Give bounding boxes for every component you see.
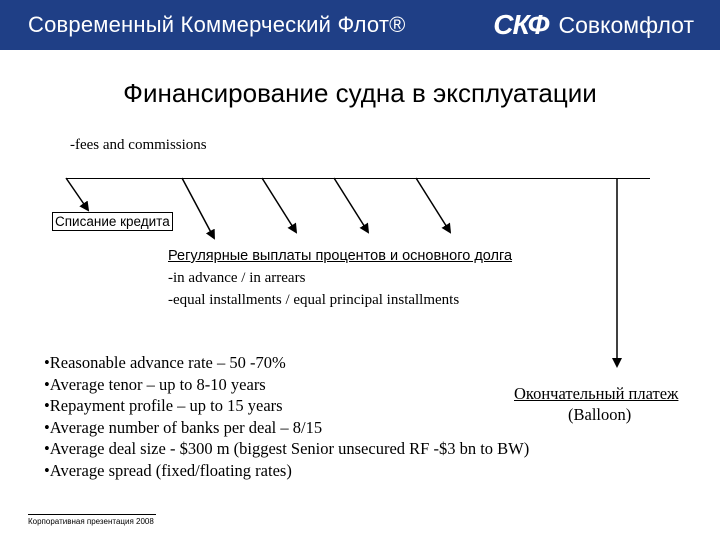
payment-timing-line: -in advance / in arrears [168, 270, 306, 286]
logo-name: Совкомфлот [558, 11, 694, 38]
slide-title: Финансирование судна в эксплуатации [123, 78, 597, 108]
bullet-list [44, 352, 529, 481]
payment-arrow-1 [182, 178, 214, 238]
balloon-label: (Balloon) [568, 405, 632, 424]
header-title: Современный Коммерческий Флот® [28, 12, 406, 37]
logo-mark: СКФ [493, 9, 549, 40]
payment-structure-line: -equal installments / equal principal installments [168, 292, 460, 308]
fees-line: -fees and commissions [70, 137, 207, 153]
bullet-item: • Average tenor – up to 8-10 years [44, 374, 529, 396]
bullet-item: • Average spread (fixed/floating rates) [44, 460, 529, 482]
payment-arrow-4 [416, 178, 450, 232]
footer-text: Корпоративная презентация 2008 [28, 517, 154, 526]
payment-arrow-3 [334, 178, 368, 232]
regular-payments-title: Регулярные выплаты процентов и основного долга [168, 248, 513, 264]
bullet-item: • Repayment profile – up to 15 years [44, 395, 529, 417]
bullet-item: • Average number of banks per deal – 8/15 [44, 417, 529, 439]
bullet-item: • Average deal size - $300 m (biggest Senior unsecured RF -$3 bn to BW) [44, 438, 529, 460]
drawdown-arrow [66, 178, 88, 210]
final-payment-label: Окончательный платеж [514, 384, 679, 403]
footer-divider [28, 514, 156, 515]
writeoff-label: Списание кредита [52, 212, 173, 231]
payment-arrow-2 [262, 178, 296, 232]
bullet-item: • Reasonable advance rate – 50 -70% [44, 352, 529, 374]
